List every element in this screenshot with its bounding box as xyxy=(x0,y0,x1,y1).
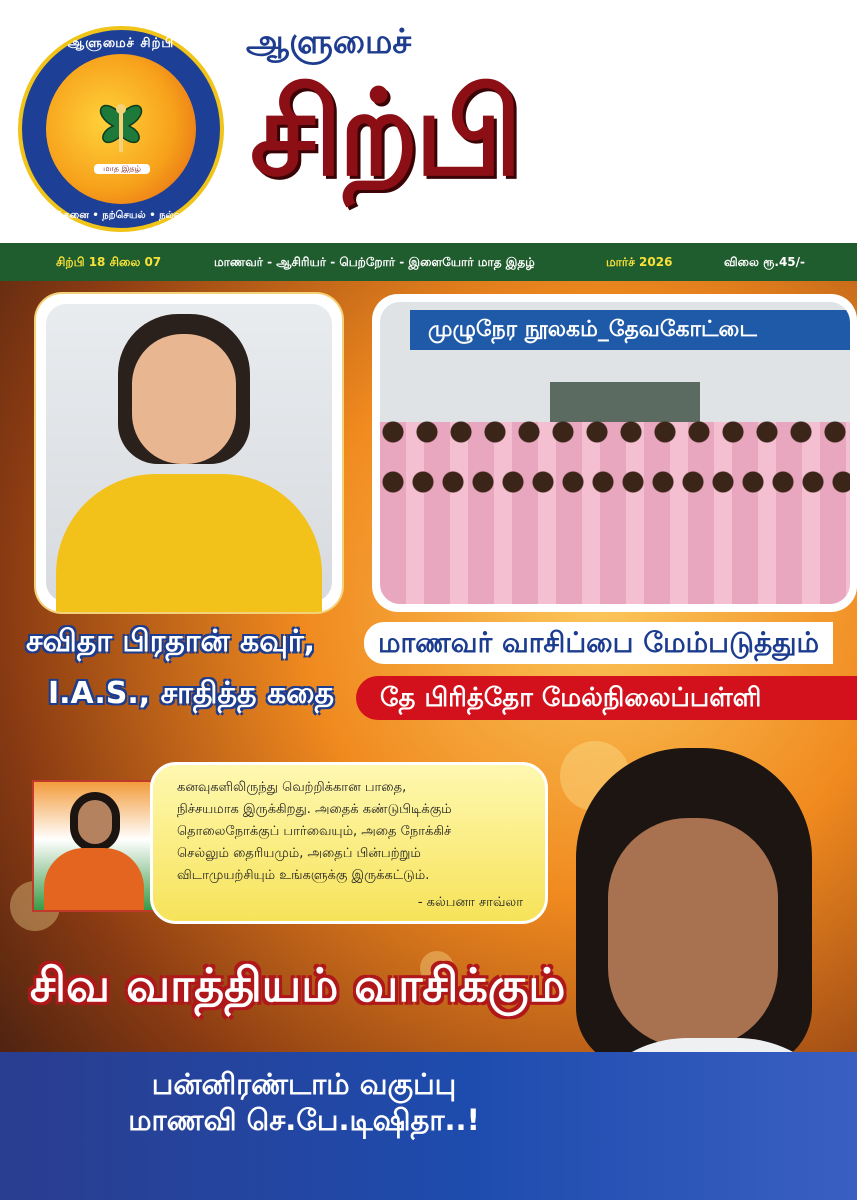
quote-line: நிச்சயமாக இருக்கிறது. அதைக் கண்டுபிடிக்கும் xyxy=(177,802,452,817)
logo-sunburst xyxy=(46,54,196,204)
quote-line: செல்லும் தைரியமும், அதைப் பின்பற்றும் xyxy=(177,846,421,861)
issue-number: சிற்பி 18 சிலை 07 xyxy=(56,255,162,269)
library-sign: முழுநேர நூலகம்_தேவகோட்டை xyxy=(410,310,850,350)
logo-ring-bottom-text: நற்சிந்தனை • நற்செயல் • நல்வாழ்வு xyxy=(35,210,207,221)
headline-school-line2: தே பிரித்தோ மேல்நிலைப்பள்ளி xyxy=(356,676,857,720)
magazine-title: சிற்பி xyxy=(250,63,519,202)
feature-headline: சிவ வாத்தியம் வாசிக்கும் xyxy=(30,958,566,1012)
magazine-logo xyxy=(18,26,224,232)
issue-info-band xyxy=(0,243,857,281)
headline-school-line1: மாணவர் வாசிப்பை மேம்படுத்தும் xyxy=(364,622,833,664)
butterfly-sculptor-icon xyxy=(91,94,151,164)
logo-ring-top-text: ஆளுமைச் சிற்பி xyxy=(67,36,175,51)
headline-ias-line1: சவிதா பிரதான் கவுர், xyxy=(26,624,315,659)
quote-box xyxy=(150,762,548,924)
quote-line: தொலைநோக்குப் பார்வையும், அதை நோக்கிச் xyxy=(177,824,452,839)
ias-officer-photo xyxy=(36,294,342,612)
quote-line: விடாமுயற்சியும் உங்களுக்கு இருக்கட்டும். xyxy=(177,868,430,883)
quote-author: - கல்பனா சாவ்லா xyxy=(417,895,523,910)
magazine-title-prefix: ஆளுமைச் xyxy=(246,22,412,62)
quote-line: கனவுகளிலிருந்து வெற்றிக்கான பாதை, xyxy=(177,780,407,795)
feature-subtitle-line2: மாணவி செ.பே.டிஷிதா..! xyxy=(128,1103,480,1137)
feature-subtitle xyxy=(44,1066,564,1138)
quote-text xyxy=(177,777,537,887)
logo-badge: மாத இதழ் xyxy=(94,164,150,174)
audience-line: மாணவர் - ஆசிரியர் - பெற்றோர் - இளையோர் மாத இதழ் xyxy=(214,255,535,269)
issue-date: மார்ச் 2026 xyxy=(606,255,673,269)
astronaut-photo xyxy=(32,780,156,912)
school-students-photo xyxy=(372,294,857,612)
cover-price: விலை ரூ.45/- xyxy=(724,255,806,269)
headline-ias-line2: I.A.S., சாதித்த கதை xyxy=(48,676,335,711)
masthead xyxy=(0,0,857,243)
feature-subtitle-line1: பன்னிரண்டாம் வகுப்பு xyxy=(151,1067,457,1101)
